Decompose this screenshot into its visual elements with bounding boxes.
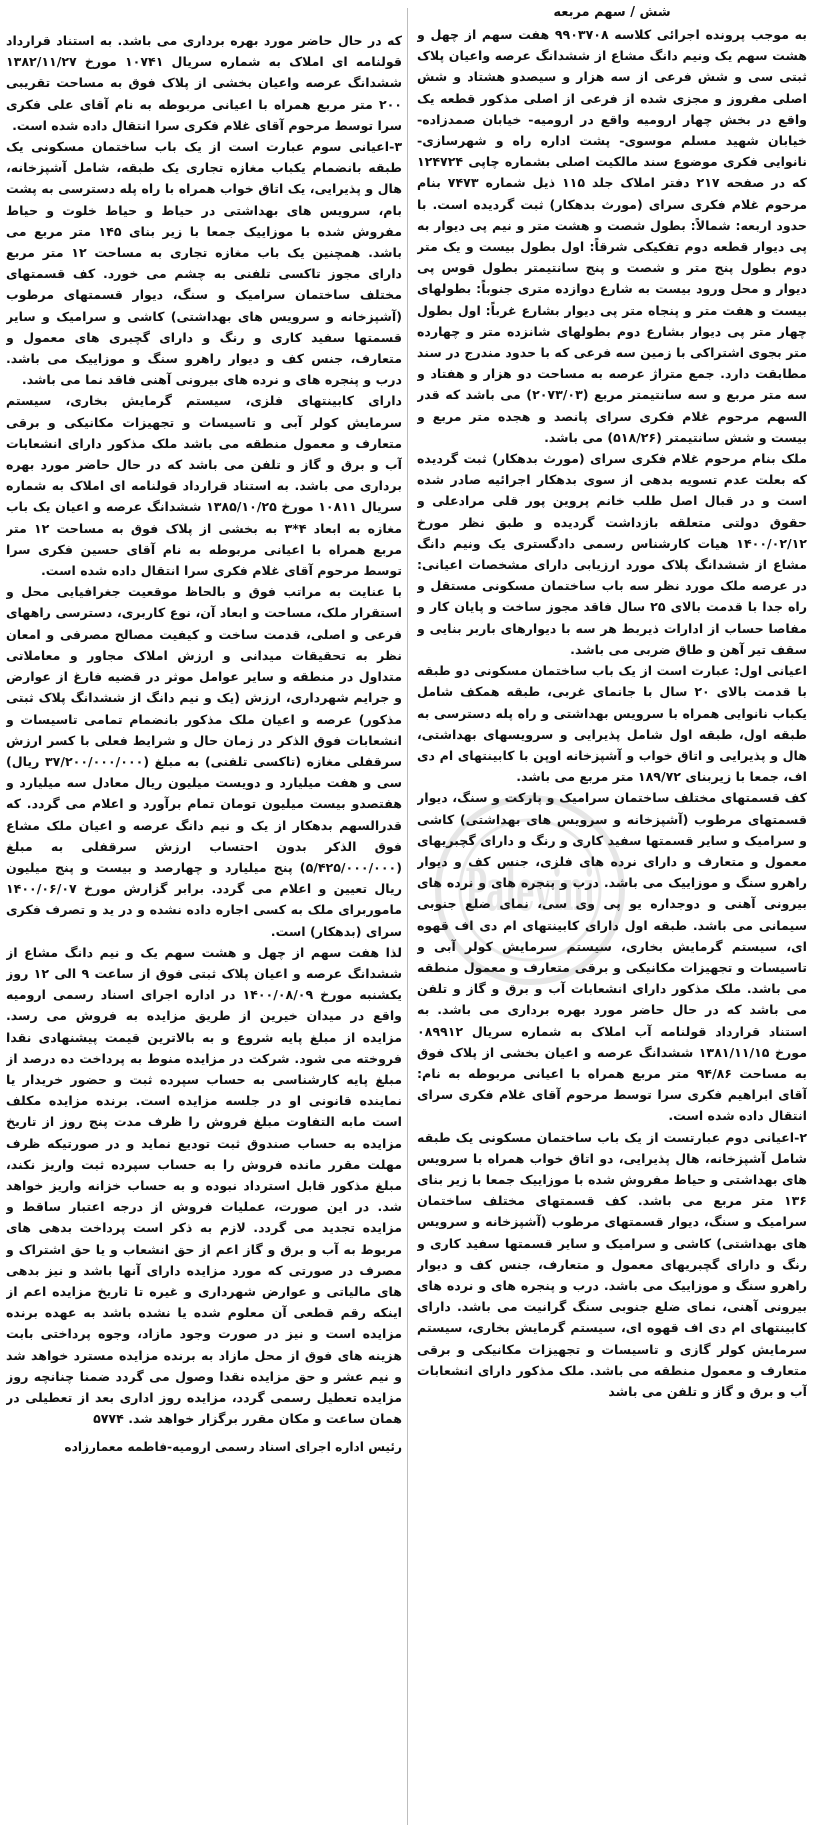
third-building-paragraph: ۳-اعیانی سوم عبارت است از یک باب ساختمان مسکونی یک طبقه بانضمام یکباب مغازه تجاری یک طبقه، شامل آشپزخانه، هال و پذیرایی، یک اتاق خواب همراه با راه پله دسترسی به پشت بام، سرویس های بهداشتی در حیاط و حیاط خلوت و حیاط مفروش شده با موزاییک جمعا با زیر بنای ۱۴۵ متر مربع می باشد. همچنین یک باب مغازه تجاری به مساحت ۱۲ متر مربع دارای مجوز تاکسی تلفنی به چشم می خورد. کف قسمتهای مختلف ساختمان سرامیک و سنگ، دیوار قسمتهای مرطوب (آشپزخانه و سرویس های بهداشتی) کاشی و سرامیک و سایر قسمتها سفید کاری و رنگ و دارای گچبری های معمول و متعارف، جنس کف و دیوار راهرو سنگ و موزاییک می باشد. درب و پنجره های و نرده های بیرونی آهنی فاقد نما می باشد. bbox=[6, 139, 402, 388]
second-building-transfer-paragraph: که در حال حاضر مورد بهره برداری می باشد. به استناد قرارداد قولنامه ای املاک به شماره سریال ۱۰۷۴۱ مورخ ۱۳۸۲/۱۱/۲۷ ششدانگ عرصه واعیان بخشی از پلاک فوق به مساحت تقریبی ۲۰۰ متر مربع همراه با اعیانی مربوطه به نام آقای علی فکری سرا توسط مرحوم آقای غلام فکری سرا انتقال داده شده است. bbox=[6, 33, 402, 133]
first-building-paragraph: اعیانی اول: عبارت است از یک باب ساختمان مسکونی دو طبقه با قدمت بالای ۲۰ سال با جانمای غربی، طبقه همکف شامل یکباب نانوایی همراه با سرویس بهداشتی و راه پله دسترسی به طبقه اول، طبقه اول شامل پذیرایی و سرویسهای بهداشتی، هال و پذیرایی و اتاق خواب و آشپزخانه اوپن با کابینتهای ام دی اف، جمعا با زیربنای ۱۸۹/۷۲ متر مربع می باشد. bbox=[417, 663, 807, 785]
first-building-finishes-paragraph: کف قسمتهای مختلف ساختمان سرامیک و پارکت و سنگ، دیوار قسمتهای مرطوب (آشپزخانه و سرویس های بهداشتی) کاشی و سرامیک و سایر قسمتها سفید کاری و رنگ و دارای گچبریهای معمول و متعارف و دارای نرده های فلزی، جنس کف و دیوار راهرو سنگ و موزاییک می باشد. درب و پنجره های و نرده های بیرونی آهنی و دوجداره یو پی وی سی، نمای ضلع جنوبی سیمانی می باشد. طبقه اول دارای کابینتهای ام دی اف قهوه ای، سیستم گرمایش بخاری، سیستم سرمایش کولر آبی و تاسیسات و تجهیزات مکانیکی و برقی متعارف و معمول منطقه می باشد. ملک مذکور دارای انشعابات آب و برق و گاز و تلفن می باشد که در حال حاضر مورد بهره برداری می باشد. به استناد قرارداد قولنامه آب املاک به شماره سریال ۰۸۹۹۱۲ مورخ ۱۳۸۱/۱۱/۱۵ ششدانگ عرصه و اعیان بخشی از پلاک فوق به مساحت ۹۴/۸۶ متر مربع همراه با اعیانی مربوطه به نام: آقای ابراهیم فکری سرا توسط مرحوم آقای غلام فکری سرای انتقال داده شده است. bbox=[417, 790, 807, 1124]
property-description-paragraph: به موجب پرونده اجرائی کلاسه ۹۹۰۳۷۰۸ هفت سهم از چهل و هشت سهم یک ونیم دانگ مشاع از ششدانگ عرصه واعیان پلاک ثبتی سی و شش فرعی از سه هزار و سیصدو هشتاد و شش اصلی مفروز و مجزی شده از فرعی از اصلی مذکور قطعه یک واقع در بخش چهار ارومیه واقع در ارومیه- خیابان صمدزاده- خیابان شهید مسلم موسوی- پشت اداره راه و شهرسازی- نانوایی فکری موضوع سند مالکیت اصلی بشماره چاپی ۱۲۴۷۲۴ که در صفحه ۲۱۷ دفتر املاک جلد ۱۱۵ ذیل شماره ۷۴۷۳ بنام مرحوم غلام فکری سرای (مورث بدهکار) ثبت گردیده است. با حدود اربعه: شمالاً: بطول شصت و هشت متر و نیم پی دیوار به پی دیوار قطعه دوم تفکیکی شرقاً: اول بطول بیست و یک متر دوم بطول پنج متر و شصت و پنج سانتیمتر بطول قوس پی دیوار و محل ورود بیست به شارع دوازده متری جنوباً: بطولهای بیست و هفت متر و پنجاه متر پی دیوار بشارع غرباً: اول بطول چهار متر پی دیوار بشارع دوم بطولهای شانزده متر و چهارده متر بجوی اشتراکی با زمین سه فرعی که با حدود مندرج در سند مطابقت دارد. جمع متراژ عرصه به مساحت دو هزار و هفتاد و سه متر مربع و سه سانتیمتر مربع (۲۰۷۳/۰۳) می باشد که قدر السهم مرحوم غلام فکری سرای پانصد و هجده متر مربع و بیست و شش سانتیمتر (۵۱۸/۲۶) می باشد. bbox=[417, 27, 807, 445]
column-divider bbox=[407, 8, 408, 1825]
notice-signature: رئیس اداره اجرای اسناد رسمی ارومیه-فاطمه معمارزاده bbox=[64, 1440, 402, 1455]
notice-left-column bbox=[6, 0, 402, 1837]
watermark-text: Palevini bbox=[465, 856, 595, 924]
notice-right-column bbox=[417, 0, 807, 1837]
ownership-and-expert-paragraph: ملک بنام مرحوم غلام فکری سرای (مورث بدهکار) ثبت گردیده که بعلت عدم تسویه بدهی از سوی بدهکار اجرائیه صادر شده است و در قبال اصل طلب خانم پروین پور قلی مرادعلی و حقوق دولتی متعلقه بازداشت گردیده و طبق نظر مورخ ۱۴۰۰/۰۲/۱۲ هیات کارشناس رسمی دادگستری یک ونیم دانگ مشاع از ششدانگ پلاک مورد ارزیابی دارای مشخصات اعیانی: در عرصه ملک مورد نظر سه باب ساختمان مسکونی مستقل و راه جدا با قدمت بالای ۲۵ سال فاقد مجوز ساخت و پایان کار و مفاصا حساب از ادارات ذیربط هر سه با دیوارهای باربر بنایی و سقف تیر آهن و طاق ضربی می باشد. bbox=[417, 451, 807, 657]
second-building-paragraph: ۲-اعیانی دوم عبارتست از یک باب ساختمان مسکونی یک طبقه شامل آشپزخانه، هال پذیرایی، دو اتاق خواب همراه با سرویس های بهداشتی و حیاط مفروش شده با موزاییک جمعا با زیر بنای ۱۳۶ متر مربع می باشد. کف قسمتهای مختلف ساختمان سرامیک و سنگ، دیوار قسمتهای مرطوب (آشپزخانه و سرویس های بهداشتی) کاشی و سرامیک و سایر قسمتها سفید کاری و رنگ و دارای گچبریهای معمول و متعارف، جنس کف و دیوار راهرو سنگ و موزاییک می باشد. درب و پنجره های و نرده های بیرونی آهنی، نمای ضلع جنوبی سنگ گرانیت می باشد. دارای کابینتهای ام دی اف قهوه ای، سیستم گرمایش بخاری، سیستم سرمایش کولر گازی و تاسیسات و تجهیزات مکانیکی و برقی متعارف و معمول منطقه می باشد. ملک مذکور دارای انشعابات آب و برق و گاز و تلفن می باشد bbox=[417, 1129, 807, 1399]
auction-terms-paragraph: لذا هفت سهم از چهل و هشت سهم یک و نیم دانگ مشاع از ششدانگ عرصه و اعیان پلاک ثبتی فوق از ساعت ۹ الی ۱۲ روز یکشنبه مورخ ۱۴۰۰/۰۸/۰۹ در اداره اجرای اسناد رسمی ارومیه واقع در میدان خیرین از طریق مزایده به فروش می رسد. مزایده از مبلغ پایه شروع و به بالاترین قیمت پیشنهادی نقدا فروخته می شود. شرکت در مزایده منوط به پرداخت ده درصد از مبلغ پایه کارشناسی به حساب سپرده ثبت و حضور خریدار یا نماینده قانونی او در جلسه مزایده است. برنده مزایده مکلف است مابه التفاوت مبلغ فروش را ظرف مدت پنج روز از تاریخ مزایده به حساب صندوق ثبت تودیع نماید و در صورتیکه ظرف مهلت مقرر مانده فروش را به حساب سپرده ثبت واریز نکند، مبلغ مذکور قابل استرداد نبوده و به حساب خزانه واریز خواهد شد. در این صورت، عملیات فروش از درجه اعتبار ساقط و مزایده تجدید می گردد. لازم به ذکر است پرداخت بدهی های مربوط به آب و برق و گاز اعم از حق انشعاب و یا حق اشتراک و مصرف در صورتی که مورد مزایده دارای آنها باشد و نیز بدهی های مالیاتی و عوارض شهرداری و غیره تا تاریخ مزایده اعم از اینکه رقم قطعی آن معلوم شده یا نشده باشد به عهده برنده مزایده است و نیز در صورت وجود مازاد، وجوه پرداختی بابت هزینه های فوق از محل مازاد به برنده مزایده مسترد خواهد شد و نیم عشر و حق مزایده نقدا وصول می گردد ضمنا چنانچه روز مزایده تعطیل رسمی گردد، مزایده روز اداری بعد از تعطیلی در همان ساعت و مکان مقرر برگزار خواهد شد. ۵۷۷۴ bbox=[6, 944, 402, 1427]
valuation-paragraph: با عنایت به مراتب فوق و بالحاظ موقعیت جغرافیایی محل و استقرار ملک، مساحت و ابعاد آن، نوع کاربری، دسترسی راههای فرعی و اصلی، قدمت ساخت و کیفیت مصالح مصرفی و امعان نظر به تحقیقات میدانی و ارزش املاک مجاور و معاملاتی متداول در منطقه و سایر عوامل موثر در قضیه فارغ از عوارض و جرایم شهرداری، ارزش (یک و نیم دانگ از ششدانگ پلاک ثبتی مذکور) عرصه و اعیان ملک مذکور بانضمام تمامی تاسیسات و انشعابات فوق الذکر در زمان حال و شرایط فعلی با کسر ارزش سرقفلی مغازه (تاکسی تلفنی) به مبلغ (۳۷/۲۰۰/۰۰۰/۰۰۰ ریال) سی و هفت میلیارد و دویست میلیون ریال معادل سه میلیارد و هفتصدو بیست میلیون تومان تمام برآورد و اعلام می گردد. که قدرالسهم بدهکار از یک و نیم دانگ عرصه و اعیان ملک مشاع فوق الذکر بدون احتساب ارزش سرقفلی به مبلغ (۵/۴۲۵/۰۰۰/۰۰۰) پنج میلیارد و چهارصد و بیست و پنج میلیون ریال تعیین و اعلام می گردد. برابر گزارش مورخ ۱۴۰۰/۰۶/۰۷ ماموربرای ملک به کسی اجاره داده نشده و در ید و تصرف فکری سرای (بدهکار) است. bbox=[6, 584, 402, 939]
column-header-fragment bbox=[417, 2, 807, 24]
column-header-text: شش / سهم مربعه bbox=[553, 5, 671, 20]
third-building-utilities-paragraph: دارای کابینتهای فلزی، سیستم گرمایش بخاری، سیستم سرمایش کولر آبی و تاسیسات و تجهیزات مکانیکی و برقی متعارف و معمول منطقه می باشد ملک مذکور دارای انشعابات آب و برق و گاز و تلفن می باشد که در حال حاضر مورد بهره برداری می باشد. به استناد قرارداد قولنامه ای املاک به شماره سریال ۱۰۸۱۱ مورخ ۱۳۸۵/۱۰/۲۵ ششدانگ عرصه و اعیان یک باب مغازه به ابعاد ۴*۳ به بخشی از پلاک فوق به مساحت ۱۲ متر مربع همراه با اعیانی مربوطه به نام آقای حسین فکری سرا توسط مرحوم آقای غلام فکری سرا انتقال داده شده است. bbox=[6, 393, 402, 579]
